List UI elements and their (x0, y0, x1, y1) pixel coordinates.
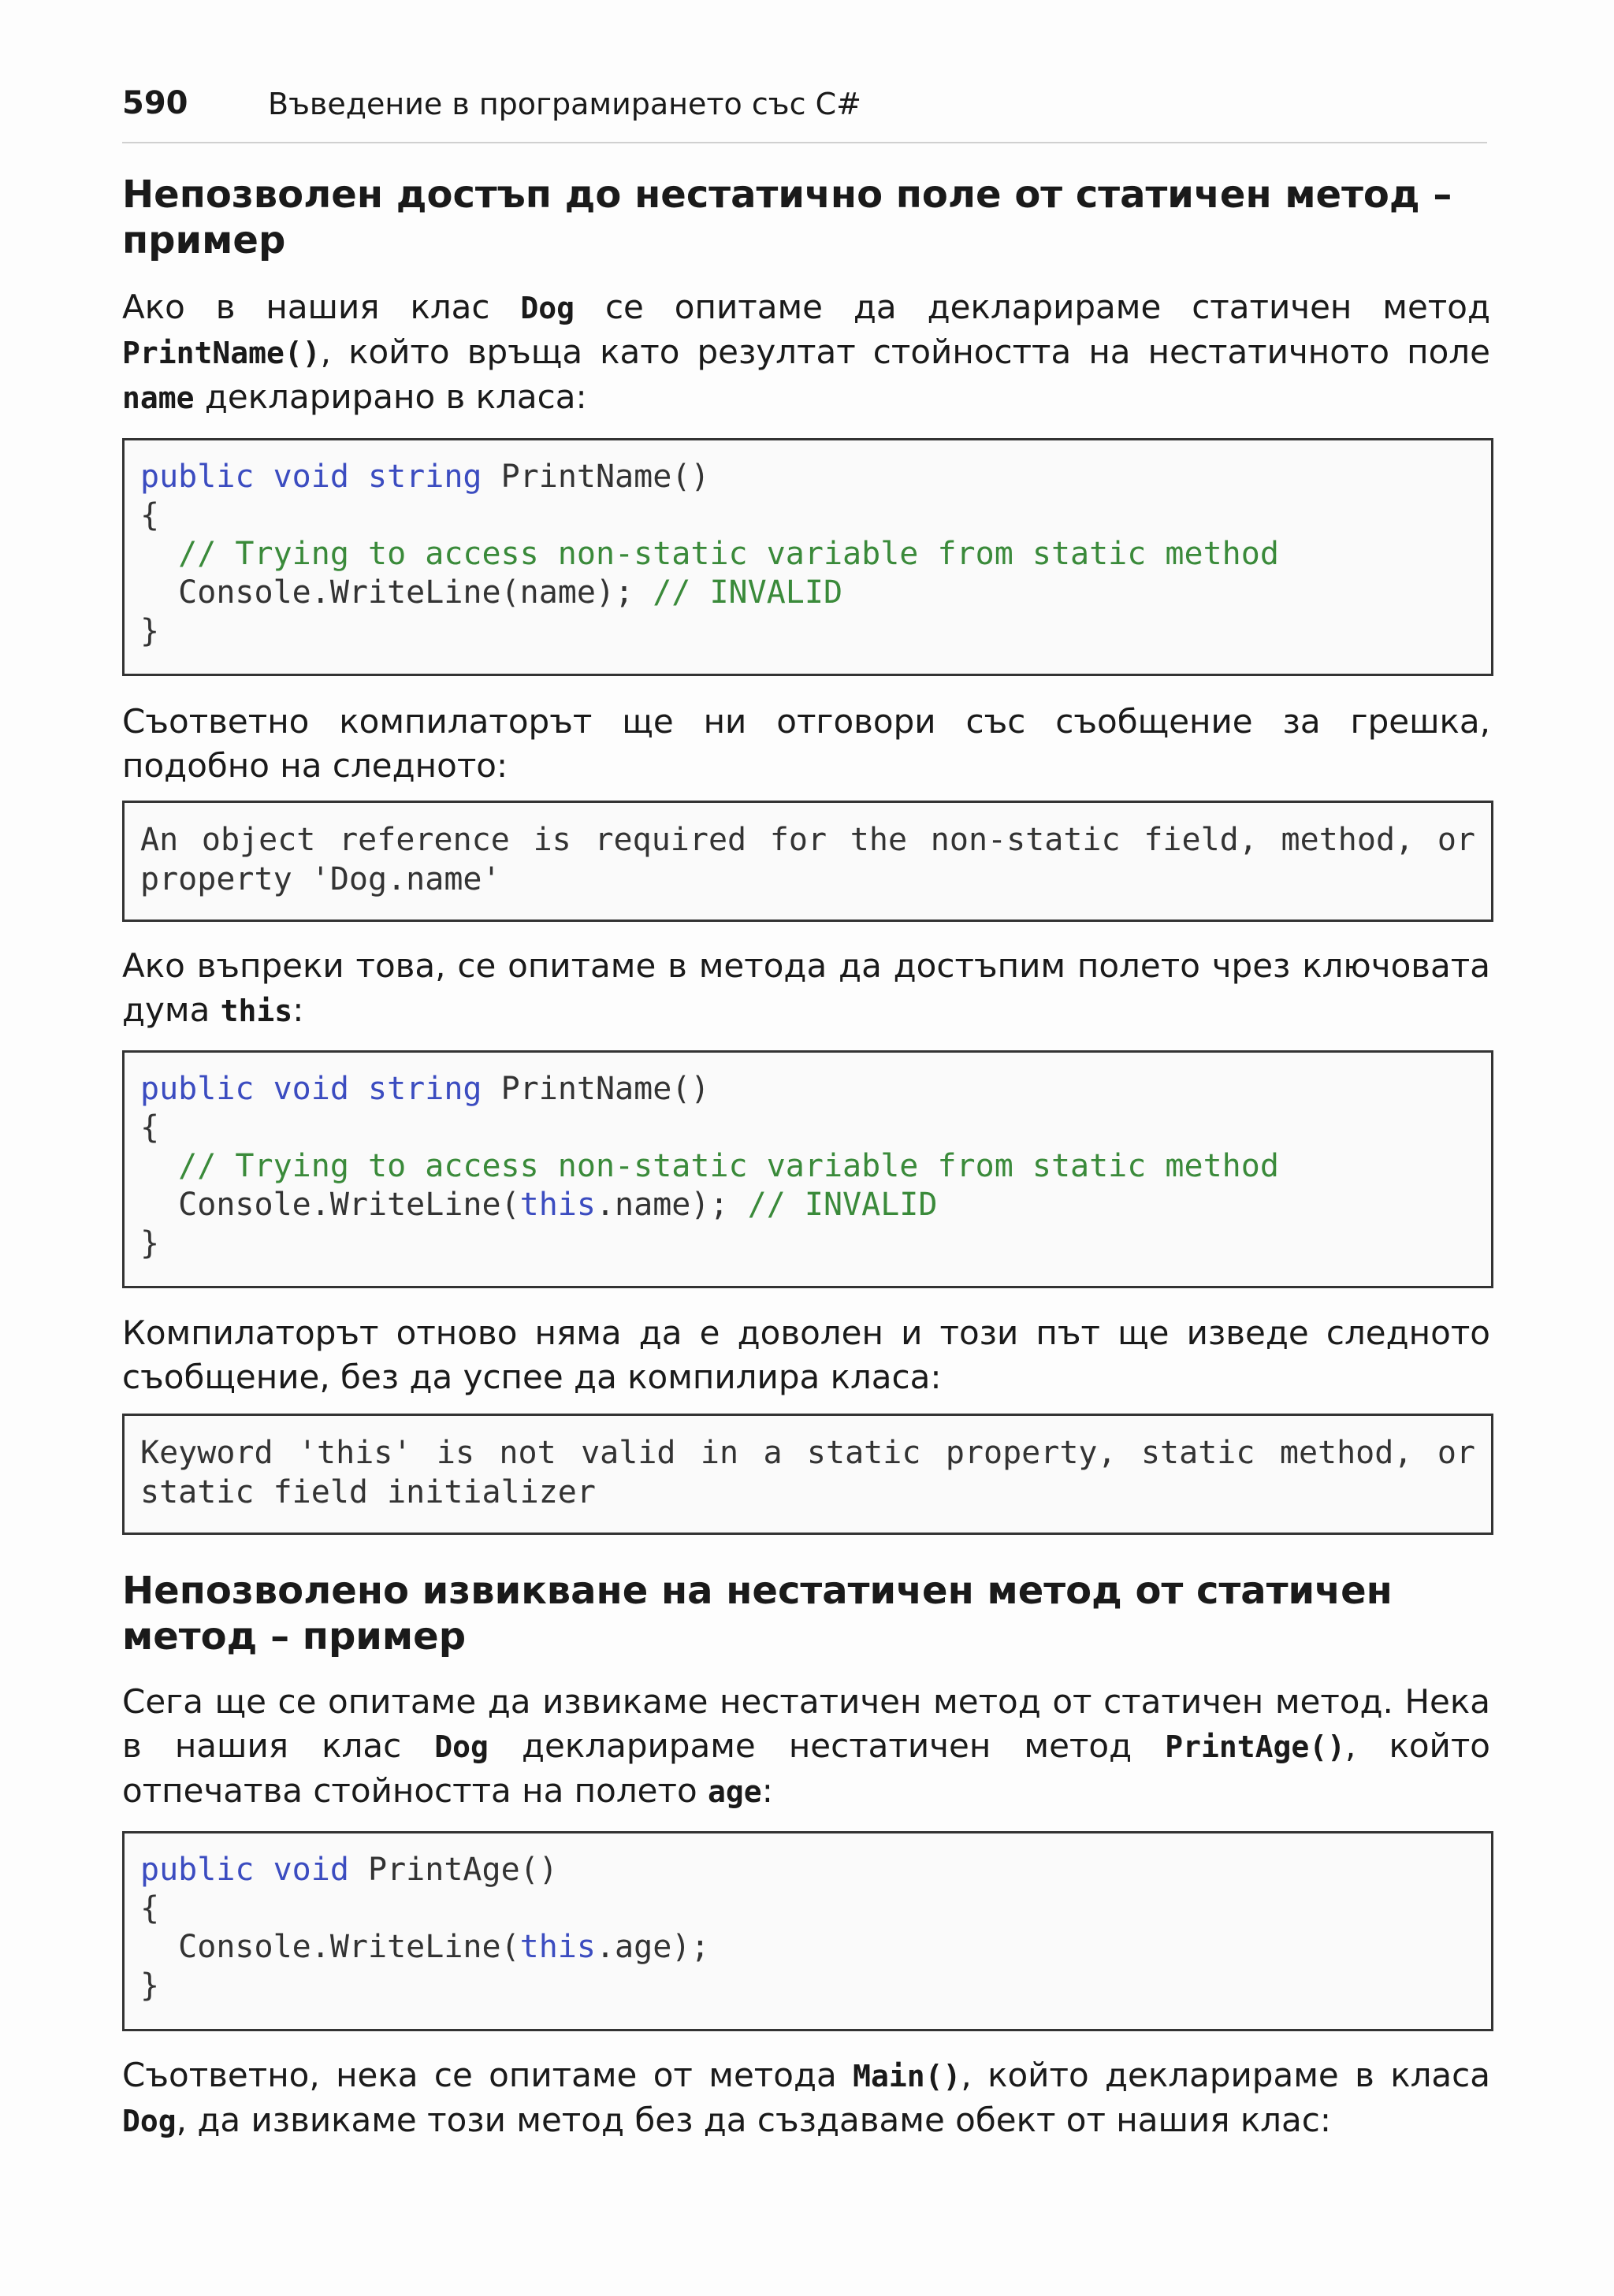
error-message-box-1 (122, 801, 1493, 922)
paragraph-intro-2: Сега ще се опитаме да извикаме нестатичен метод от статичен метод. Нека в нашия клас Dog декларираме нестатичен метод PrintAge(), който отпечатва стойността на полето age: (122, 1682, 1490, 1810)
code-block-2: public void string PrintName() { // Trying to access non-static variable from static method Console.WriteLine(this.name); // INVALID } (122, 1050, 1493, 1288)
paragraph-compiler-error-2: Компилаторът отново няма да е доволен и този път ще изведе следното съобщение, без да успее да компилира класа: (122, 1313, 1490, 1396)
inline-code: this (220, 994, 293, 1028)
error-message-2: Keyword 'this' is not valid in a static property, static method, or static field initializer (140, 1435, 1475, 1510)
code-block-1: public void string PrintName() { // Trying to access non-static variable from static method Console.WriteLine(name); // INVALID } (122, 438, 1493, 676)
paragraph-this-keyword: Ако въпреки това, се опитаме в метода да достъпим полето чрез ключовата дума this: (122, 946, 1490, 1029)
paragraph-compiler-error-1: Съответно компилаторът ще ни отговори със съобщение за грешка, подобно на следното: (122, 702, 1490, 785)
inline-code: PrintAge() (1165, 1729, 1346, 1764)
inline-code: Dog (520, 291, 575, 325)
code-block-3: public void PrintAge() { Console.WriteLine(this.age); } (122, 1831, 1493, 2031)
page-header (122, 79, 1487, 143)
inline-code: Dog (122, 2104, 177, 2138)
running-title: Въведение в програмирането със C# (268, 87, 861, 121)
section-heading-static-method: Непозволено извикване на нестатичен метод от статичен метод – пример (122, 1569, 1393, 1659)
inline-code: Dog (434, 1729, 489, 1764)
section-heading-static-field: Непозволен достъп до нестатично поле от статичен метод – пример (122, 173, 1452, 262)
inline-code: name (122, 381, 195, 415)
error-message-box-2 (122, 1414, 1493, 1535)
inline-code: PrintName() (122, 336, 321, 370)
paragraph-intro-1: Ако в нашия клас Dog се опитаме да декларираме статичен метод PrintName(), който връща като резултат стойността на нестатичното поле name декларирано в класа: (122, 288, 1490, 416)
page-number: 590 (122, 85, 188, 121)
error-message-1: An object reference is required for the non-static field, method, or property 'Dog.name' (140, 822, 1475, 897)
inline-code: age (708, 1774, 762, 1809)
paragraph-closing: Съответно, нека се опитаме от метода Main(), който декларираме в класа Dog, да извикаме този метод без да създаваме обект от нашия клас: (122, 2056, 1490, 2139)
inline-code: Main() (853, 2059, 961, 2094)
